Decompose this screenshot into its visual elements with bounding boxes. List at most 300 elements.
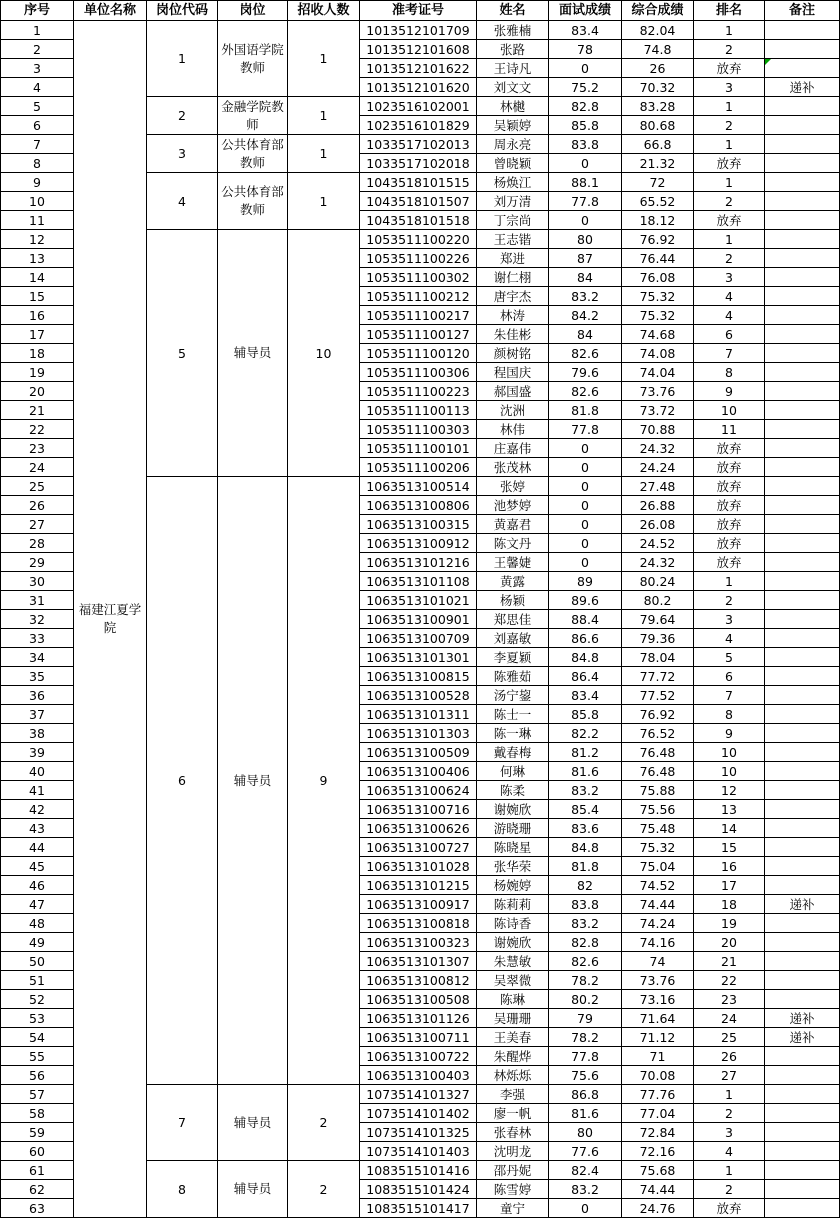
cell-rank: 22 [694,971,765,990]
cell-name: 陈文丹 [477,534,549,553]
cell-note [765,591,840,610]
cell-note [765,306,840,325]
cell-post: 辅导员 [218,1161,288,1218]
cell-note [765,1066,840,1085]
cell-rank: 19 [694,914,765,933]
cell-interview: 0 [549,154,622,173]
cell-exam-id: 1073514101325 [360,1123,477,1142]
cell-no: 39 [1,743,74,762]
cell-name: 唐宇杰 [477,287,549,306]
cell-interview: 75.2 [549,78,622,97]
cell-note [765,154,840,173]
cell-total: 83.28 [622,97,694,116]
cell-name: 陈晓星 [477,838,549,857]
cell-interview: 0 [549,496,622,515]
cell-no: 43 [1,819,74,838]
cell-post-code: 8 [147,1161,218,1218]
cell-name: 吴翠微 [477,971,549,990]
cell-rank: 放弃 [694,515,765,534]
cell-no: 60 [1,1142,74,1161]
cell-rank: 2 [694,40,765,59]
cell-exam-id: 1063513101307 [360,952,477,971]
cell-name: 廖一帆 [477,1104,549,1123]
cell-post: 公共体育部教师 [218,173,288,230]
cell-rank: 放弃 [694,59,765,78]
cell-interview: 0 [549,439,622,458]
cell-no: 50 [1,952,74,971]
cell-total: 76.08 [622,268,694,287]
cell-interview: 86.8 [549,1085,622,1104]
cell-count: 10 [288,230,360,477]
cell-exam-id: 1063513100812 [360,971,477,990]
cell-note [765,1085,840,1104]
cell-name: 李强 [477,1085,549,1104]
cell-name: 邵丹妮 [477,1161,549,1180]
cell-exam-id: 1053511100226 [360,249,477,268]
cell-interview: 84.8 [549,838,622,857]
cell-total: 73.76 [622,382,694,401]
cell-exam-id: 1063513100626 [360,819,477,838]
cell-interview: 82.6 [549,344,622,363]
cell-interview: 0 [549,515,622,534]
cell-rank: 1 [694,572,765,591]
cell-post: 金融学院教师 [218,97,288,135]
cell-no: 18 [1,344,74,363]
cell-rank: 放弃 [694,553,765,572]
cell-rank: 24 [694,1009,765,1028]
cell-note [765,762,840,781]
cell-interview: 83.8 [549,895,622,914]
cell-count: 2 [288,1161,360,1218]
cell-total: 76.52 [622,724,694,743]
cell-total: 76.48 [622,743,694,762]
cell-rank: 4 [694,1142,765,1161]
cell-exam-id: 1023516101829 [360,116,477,135]
cell-exam-id: 1063513101215 [360,876,477,895]
cell-note [765,743,840,762]
cell-note [765,1104,840,1123]
header-row [1,1,840,21]
cell-rank: 6 [694,325,765,344]
cell-note [765,857,840,876]
cell-total: 74.52 [622,876,694,895]
cell-rank: 3 [694,610,765,629]
cell-rank: 3 [694,78,765,97]
cell-total: 72.84 [622,1123,694,1142]
cell-note [765,648,840,667]
cell-no: 2 [1,40,74,59]
cell-post: 公共体育部教师 [218,135,288,173]
cell-no: 46 [1,876,74,895]
cell-no: 34 [1,648,74,667]
cell-total: 77.04 [622,1104,694,1123]
cell-note [765,401,840,420]
cell-total: 79.64 [622,610,694,629]
cell-name: 何琳 [477,762,549,781]
cell-interview: 85.8 [549,705,622,724]
cell-exam-id: 1063513100406 [360,762,477,781]
cell-interview: 84.8 [549,648,622,667]
cell-note [765,382,840,401]
cell-note [765,477,840,496]
cell-interview: 0 [549,59,622,78]
cell-name: 郑思佳 [477,610,549,629]
cell-exam-id: 1043518101515 [360,173,477,192]
cell-interview: 86.6 [549,629,622,648]
cell-rank: 21 [694,952,765,971]
cell-name: 沈明龙 [477,1142,549,1161]
cell-name: 林樾 [477,97,549,116]
cell-no: 52 [1,990,74,1009]
cell-no: 48 [1,914,74,933]
cell-exam-id: 1063513101303 [360,724,477,743]
cell-total: 74.68 [622,325,694,344]
cell-total: 75.68 [622,1161,694,1180]
cell-rank: 放弃 [694,458,765,477]
cell-rank: 1 [694,97,765,116]
cell-interview: 77.8 [549,1047,622,1066]
cell-exam-id: 1063513100403 [360,1066,477,1085]
cell-note [765,363,840,382]
cell-name: 杨焕江 [477,173,549,192]
cell-total: 71.12 [622,1028,694,1047]
cell-name: 张茂林 [477,458,549,477]
cell-name: 周永亮 [477,135,549,154]
cell-no: 32 [1,610,74,629]
cell-total: 75.04 [622,857,694,876]
cell-rank: 7 [694,686,765,705]
cell-total: 73.72 [622,401,694,420]
cell-rank: 2 [694,1104,765,1123]
cell-name: 谢婉欣 [477,800,549,819]
cell-name: 汤宁鋆 [477,686,549,705]
cell-rank: 6 [694,667,765,686]
cell-total: 75.48 [622,819,694,838]
cell-exam-id: 1063513101301 [360,648,477,667]
cell-note [765,249,840,268]
cell-total: 79.36 [622,629,694,648]
cell-rank: 26 [694,1047,765,1066]
cell-rank: 8 [694,363,765,382]
cell-no: 21 [1,401,74,420]
cell-interview: 78 [549,40,622,59]
cell-rank: 放弃 [694,154,765,173]
cell-no: 12 [1,230,74,249]
cell-rank: 2 [694,591,765,610]
cell-exam-id: 1063513100508 [360,990,477,1009]
cell-total: 75.32 [622,838,694,857]
cell-exam-id: 1043518101507 [360,192,477,211]
cell-post-code: 6 [147,477,218,1085]
cell-interview: 78.2 [549,1028,622,1047]
cell-name: 张雅楠 [477,21,549,40]
cell-interview: 81.6 [549,1104,622,1123]
cell-note [765,724,840,743]
cell-rank: 16 [694,857,765,876]
cell-note [765,21,840,40]
cell-name: 程国庆 [477,363,549,382]
cell-interview: 82.8 [549,97,622,116]
cell-interview: 0 [549,477,622,496]
cell-note [765,135,840,154]
cell-count: 1 [288,97,360,135]
cell-exam-id: 1063513100323 [360,933,477,952]
cell-post-code: 3 [147,135,218,173]
cell-interview: 85.4 [549,800,622,819]
cell-note [765,420,840,439]
cell-exam-id: 1083515101417 [360,1199,477,1218]
cell-total: 26 [622,59,694,78]
cell-name: 刘嘉敏 [477,629,549,648]
cell-exam-id: 1083515101424 [360,1180,477,1199]
cell-no: 30 [1,572,74,591]
header-exam-id: 准考证号 [360,1,477,21]
cell-name: 吴珊珊 [477,1009,549,1028]
cell-interview: 87 [549,249,622,268]
cell-total: 80.2 [622,591,694,610]
cell-exam-id: 1063513100315 [360,515,477,534]
cell-interview: 82.8 [549,933,622,952]
cell-rank: 15 [694,838,765,857]
cell-rank: 3 [694,268,765,287]
cell-rank: 20 [694,933,765,952]
cell-count: 2 [288,1085,360,1161]
cell-total: 74.04 [622,363,694,382]
cell-rank: 放弃 [694,496,765,515]
cell-total: 78.04 [622,648,694,667]
cell-total: 74 [622,952,694,971]
cell-interview: 83.4 [549,686,622,705]
cell-note [765,534,840,553]
cell-no: 15 [1,287,74,306]
cell-name: 戴春梅 [477,743,549,762]
cell-no: 5 [1,97,74,116]
cell-post: 辅导员 [218,1085,288,1161]
cell-interview: 84 [549,268,622,287]
cell-note [765,458,840,477]
cell-total: 74.24 [622,914,694,933]
cell-note [765,344,840,363]
cell-interview: 84 [549,325,622,344]
cell-interview: 75.6 [549,1066,622,1085]
cell-name: 陈琳 [477,990,549,1009]
cell-exam-id: 1023516102001 [360,97,477,116]
header-post-code: 岗位代码 [147,1,218,21]
cell-no: 4 [1,78,74,97]
cell-rank: 8 [694,705,765,724]
cell-exam-id: 1063513100716 [360,800,477,819]
cell-name: 陈一琳 [477,724,549,743]
cell-rank: 18 [694,895,765,914]
cell-total: 76.44 [622,249,694,268]
cell-no: 25 [1,477,74,496]
cell-rank: 1 [694,1161,765,1180]
cell-rank: 25 [694,1028,765,1047]
cell-total: 24.52 [622,534,694,553]
cell-no: 6 [1,116,74,135]
cell-no: 45 [1,857,74,876]
cell-name: 丁宗尚 [477,211,549,230]
cell-note [765,1142,840,1161]
cell-total: 75.32 [622,306,694,325]
cell-name: 张路 [477,40,549,59]
cell-exam-id: 1063513100901 [360,610,477,629]
cell-count: 1 [288,173,360,230]
cell-no: 24 [1,458,74,477]
cell-name: 陈诗香 [477,914,549,933]
cell-exam-id: 1013512101608 [360,40,477,59]
cell-rank: 9 [694,382,765,401]
cell-exam-id: 1063513100815 [360,667,477,686]
cell-no: 54 [1,1028,74,1047]
cell-interview: 81.6 [549,762,622,781]
cell-post-code: 2 [147,97,218,135]
cell-note [765,211,840,230]
cell-rank: 1 [694,21,765,40]
cell-rank: 3 [694,1123,765,1142]
cell-interview: 0 [549,211,622,230]
cell-interview: 84.2 [549,306,622,325]
cell-interview: 82 [549,876,622,895]
header-note: 备注 [765,1,840,21]
cell-note [765,990,840,1009]
cell-exam-id: 1053511100217 [360,306,477,325]
cell-name: 杨婉婷 [477,876,549,895]
cell-exam-id: 1063513100528 [360,686,477,705]
cell-exam-id: 1063513100624 [360,781,477,800]
cell-interview: 0 [549,553,622,572]
cell-interview: 83.2 [549,914,622,933]
cell-note [765,1123,840,1142]
cell-total: 71.64 [622,1009,694,1028]
cell-post: 辅导员 [218,230,288,477]
cell-no: 37 [1,705,74,724]
cell-name: 沈洲 [477,401,549,420]
cell-rank: 放弃 [694,211,765,230]
cell-exam-id: 1043518101518 [360,211,477,230]
cell-note [765,515,840,534]
cell-name: 陈柔 [477,781,549,800]
cell-no: 31 [1,591,74,610]
cell-exam-id: 1033517102013 [360,135,477,154]
cell-exam-id: 1053511100120 [360,344,477,363]
cell-no: 3 [1,59,74,78]
cell-note [765,116,840,135]
cell-interview: 88.4 [549,610,622,629]
cell-no: 28 [1,534,74,553]
cell-exam-id: 1033517102018 [360,154,477,173]
cell-note [765,325,840,344]
cell-exam-id: 1063513100509 [360,743,477,762]
cell-name: 吴颖婷 [477,116,549,135]
cell-name: 朱醒烨 [477,1047,549,1066]
cell-no: 26 [1,496,74,515]
header-name: 姓名 [477,1,549,21]
cell-no: 61 [1,1161,74,1180]
cell-rank: 9 [694,724,765,743]
cell-total: 77.76 [622,1085,694,1104]
cell-total: 74.08 [622,344,694,363]
cell-interview: 80 [549,1123,622,1142]
cell-interview: 86.4 [549,667,622,686]
cell-post: 辅导员 [218,477,288,1085]
cell-total: 75.88 [622,781,694,800]
cell-total: 82.04 [622,21,694,40]
cell-post-code: 7 [147,1085,218,1161]
table-body [1,21,840,1218]
cell-name: 池梦婷 [477,496,549,515]
cell-name: 王诗凡 [477,59,549,78]
cell-exam-id: 1063513101108 [360,572,477,591]
cell-no: 16 [1,306,74,325]
cell-interview: 83.6 [549,819,622,838]
cell-total: 74.44 [622,895,694,914]
cell-total: 76.48 [622,762,694,781]
cell-note [765,876,840,895]
cell-note [765,610,840,629]
cell-exam-id: 1063513100711 [360,1028,477,1047]
cell-name: 张华荣 [477,857,549,876]
cell-no: 47 [1,895,74,914]
header-rank: 排名 [694,1,765,21]
cell-name: 童宁 [477,1199,549,1218]
cell-total: 73.76 [622,971,694,990]
cell-total: 24.32 [622,553,694,572]
cell-rank: 7 [694,344,765,363]
cell-name: 陈莉莉 [477,895,549,914]
cell-interview: 83.2 [549,1180,622,1199]
cell-total: 18.12 [622,211,694,230]
cell-exam-id: 1063513101021 [360,591,477,610]
cell-count: 1 [288,135,360,173]
cell-note [765,97,840,116]
cell-rank: 27 [694,1066,765,1085]
cell-note [765,686,840,705]
cell-no: 7 [1,135,74,154]
cell-interview: 89.6 [549,591,622,610]
cell-interview: 88.1 [549,173,622,192]
cell-total: 71 [622,1047,694,1066]
cell-note [765,1047,840,1066]
cell-name: 郝国盛 [477,382,549,401]
cell-note [765,496,840,515]
cell-note: 递补 [765,1009,840,1028]
cell-note [765,933,840,952]
cell-total: 70.88 [622,420,694,439]
cell-no: 51 [1,971,74,990]
cell-interview: 83.2 [549,781,622,800]
cell-name: 王志锴 [477,230,549,249]
cell-no: 33 [1,629,74,648]
cell-exam-id: 1063513101126 [360,1009,477,1028]
cell-no: 42 [1,800,74,819]
cell-exam-id: 1053511100220 [360,230,477,249]
cell-exam-id: 1063513100709 [360,629,477,648]
cell-rank: 10 [694,401,765,420]
table-row [1,21,840,40]
cell-rank: 17 [694,876,765,895]
cell-no: 36 [1,686,74,705]
cell-interview: 80.2 [549,990,622,1009]
cell-note [765,800,840,819]
cell-note [765,781,840,800]
cell-rank: 5 [694,648,765,667]
cell-note [765,838,840,857]
cell-unit: 福建江夏学院 [74,21,147,1218]
cell-total: 73.16 [622,990,694,1009]
cell-name: 谢婉欣 [477,933,549,952]
cell-no: 13 [1,249,74,268]
